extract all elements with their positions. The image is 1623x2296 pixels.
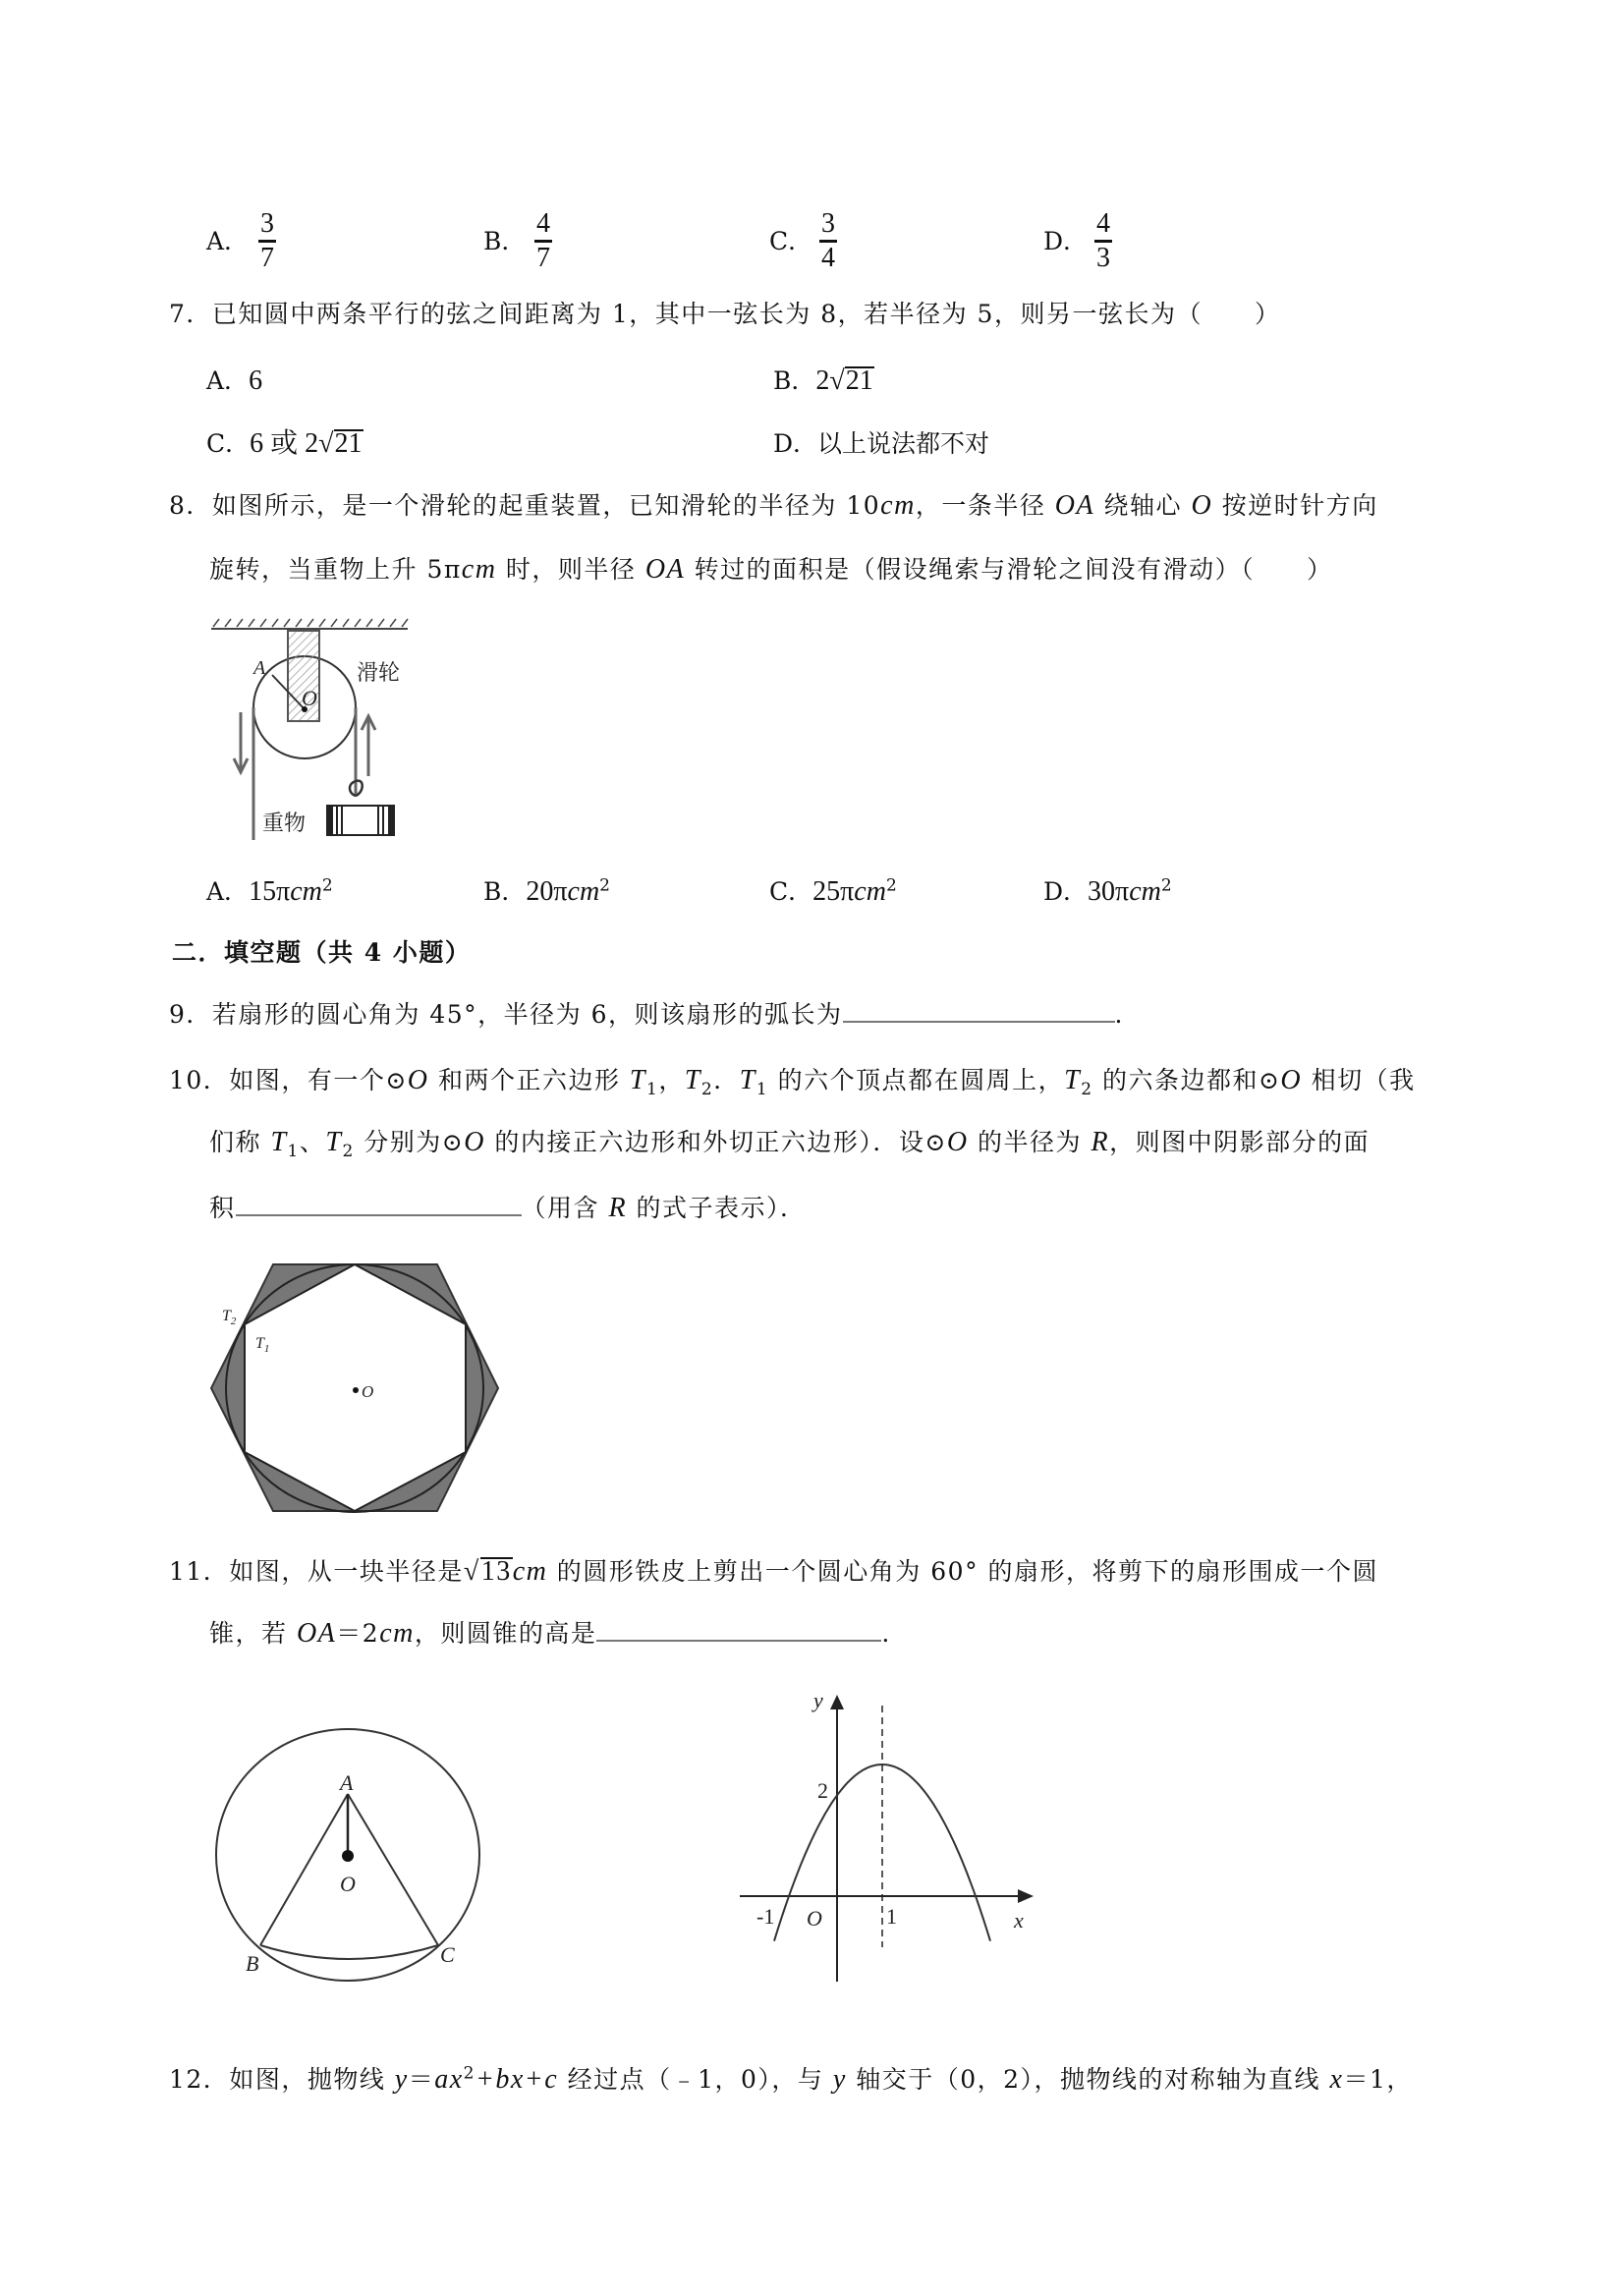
label-a: A <box>253 657 266 679</box>
unit: cm <box>880 490 916 521</box>
option-value: 20π <box>526 876 568 907</box>
option-label: D． <box>1043 227 1089 255</box>
radicand: 21 <box>334 428 363 459</box>
q7-option-a[interactable] <box>206 365 262 397</box>
text: ，一条半径 <box>915 491 1055 520</box>
var: y <box>832 2064 847 2095</box>
question-text: 已知圆中两条平行的弦之间距离为 1，其中一弦长为 8，若半径为 5，则另一弦长为（ ） <box>211 300 1281 328</box>
text: ＝1， <box>1343 2065 1413 2094</box>
subscript: 2 <box>1081 1080 1093 1099</box>
text: 旋转，当重物上升 5π <box>209 555 462 584</box>
pulley-figure <box>201 609 427 855</box>
sector-figure <box>196 1719 511 2004</box>
fraction <box>818 210 838 272</box>
text: 的六个顶点都在圆周上， <box>768 1066 1065 1094</box>
var: R <box>1091 1127 1110 1157</box>
var: O <box>946 1127 969 1157</box>
unit: cm <box>512 1556 548 1587</box>
exponent: 2 <box>885 875 897 896</box>
question-12 <box>169 2064 1413 2096</box>
period: . <box>1114 1000 1124 1029</box>
text: 如图，抛物线 <box>229 2065 395 2094</box>
var: OA <box>296 1618 337 1649</box>
arc-bc <box>260 1945 438 1959</box>
subscript: 1 <box>645 1080 659 1099</box>
q7-option-d[interactable] <box>773 428 989 460</box>
option-label: D． <box>773 429 818 458</box>
question-number: 8． <box>169 491 212 520</box>
question-text: 若扇形的圆心角为 45°，半径为 6，则该扇形的弧长为 <box>211 1000 843 1029</box>
question-number: 11． <box>169 1557 230 1586</box>
text: 们称 <box>209 1128 271 1156</box>
text: 、 <box>299 1128 326 1156</box>
q8-option-c[interactable] <box>769 876 897 908</box>
label-1: 1 <box>886 1904 897 1929</box>
unit: cm <box>567 876 600 907</box>
label-t2: $T_2$ <box>222 1308 237 1327</box>
denominator: 7 <box>536 243 550 273</box>
text: 的内接正六边形和外切正六边形）．设⊙ <box>484 1128 947 1156</box>
text: 锥，若 <box>209 1619 297 1648</box>
answer-blank[interactable] <box>596 1618 881 1642</box>
var: T <box>739 1065 756 1095</box>
label-b: B <box>246 1951 259 1976</box>
heading-suffix: 小题） <box>382 938 472 967</box>
numerator: 4 <box>1096 208 1110 239</box>
var: O <box>1191 490 1213 521</box>
question-8-line-1 <box>169 490 1378 522</box>
denominator: 3 <box>1096 243 1110 273</box>
question-number: 7． <box>169 300 212 328</box>
subscript: 2 <box>342 1142 355 1161</box>
heading-count: 4 <box>364 938 383 967</box>
option-label: A． <box>206 227 250 255</box>
var: R <box>608 1193 628 1223</box>
text: 和两个正六边形 <box>428 1066 630 1094</box>
var: ax <box>434 2064 464 2095</box>
subscript: 1 <box>287 1142 300 1161</box>
exponent: 2 <box>599 875 610 896</box>
label-pulley: 滑轮 <box>357 661 401 686</box>
denominator: 7 <box>260 243 274 273</box>
var: +bx+c <box>475 2064 559 2095</box>
text: （用含 <box>521 1194 609 1222</box>
label-t1: $T_1$ <box>255 1335 270 1355</box>
var: OA <box>644 554 686 585</box>
fraction <box>257 210 277 272</box>
segment-ac <box>348 1794 438 1945</box>
q8-option-d[interactable] <box>1043 876 1172 908</box>
label-weight: 重物 <box>262 812 307 836</box>
fraction <box>533 210 553 272</box>
text: ＝2 <box>336 1619 380 1648</box>
label-a: A <box>340 1770 354 1795</box>
unit: cm <box>379 1618 415 1649</box>
var: T <box>325 1127 343 1157</box>
ceiling <box>211 619 408 629</box>
sqrt-sign: √ <box>463 1556 480 1587</box>
option-label: A． <box>206 877 250 906</box>
option-label: B． <box>483 227 527 255</box>
answer-blank[interactable] <box>236 1193 522 1216</box>
text: 如图，有一个⊙ <box>229 1066 408 1094</box>
question-11-line-1 <box>169 1556 1378 1588</box>
period: . <box>881 1619 891 1648</box>
text: 按逆时针方向 <box>1212 491 1378 520</box>
var: y <box>394 2064 409 2095</box>
exponent: 2 <box>321 875 333 896</box>
unit: cm <box>461 554 497 585</box>
option-text: 2 <box>815 365 830 396</box>
option-label: C． <box>206 429 251 458</box>
q8-option-b[interactable] <box>483 876 610 908</box>
option-text: 以上说法都不对 <box>817 429 990 458</box>
question-11-line-2 <box>209 1618 891 1650</box>
text: ，则圆锥的高是 <box>414 1619 597 1648</box>
numerator: 4 <box>536 208 550 239</box>
question-number: 9． <box>169 1000 212 1029</box>
text: 如图所示，是一个滑轮的起重装置，已知滑轮的半径为 10 <box>211 491 881 520</box>
answer-blank[interactable] <box>843 999 1115 1023</box>
option-label: D． <box>1043 877 1089 906</box>
text: 相切（我 <box>1302 1066 1416 1094</box>
var: O <box>407 1065 429 1095</box>
text: 的圆形铁皮上剪出一个圆心角为 60° 的扇形，将剪下的扇形围成一个圆 <box>547 1557 1379 1586</box>
sqrt-sign: √ <box>829 365 845 396</box>
question-number: 12． <box>169 2065 230 2094</box>
arrow-down-icon <box>234 712 248 772</box>
text: 的式子表示）． <box>627 1194 807 1222</box>
question-10-line-1 <box>169 1065 1416 1099</box>
center-dot <box>342 1850 354 1862</box>
option-value: 25π <box>812 876 855 907</box>
text: 绕轴心 <box>1094 491 1192 520</box>
question-number: 10． <box>169 1066 230 1094</box>
text: 如图，从一块半径是 <box>229 1557 464 1586</box>
question-10-line-2 <box>209 1127 1371 1161</box>
text: ， <box>658 1066 685 1094</box>
q8-option-a[interactable] <box>206 876 333 908</box>
question-9 <box>169 999 1124 1031</box>
question-10-line-3 <box>209 1193 807 1224</box>
q7-option-b[interactable] <box>773 365 874 397</box>
option-value: 15π <box>249 876 291 907</box>
unit: cm <box>1129 876 1161 907</box>
sqrt-sign: √ <box>318 428 334 459</box>
text: 转过的面积是（假设绳索与滑轮之间没有滑动）（ ） <box>685 555 1333 584</box>
question-7 <box>169 299 1280 330</box>
option-label: B． <box>773 366 816 395</box>
q7-option-c[interactable] <box>206 428 364 460</box>
weight <box>327 806 394 835</box>
numerator: 3 <box>260 208 274 239</box>
subscript: 1 <box>756 1080 769 1099</box>
denominator: 4 <box>821 243 835 273</box>
text: 时，则半径 <box>496 555 645 584</box>
text: 的半径为 <box>968 1128 1091 1156</box>
radicand: 21 <box>845 365 873 396</box>
label-c: C <box>440 1942 455 1967</box>
question-8-line-2 <box>209 554 1333 586</box>
var: T <box>270 1127 288 1157</box>
text: ． <box>713 1066 740 1094</box>
text: 积 <box>209 1194 236 1222</box>
option-text: 6 <box>249 365 263 396</box>
label-x: x <box>1014 1908 1024 1932</box>
radicand: 13 <box>480 1556 512 1587</box>
numerator: 3 <box>821 208 835 239</box>
var: x <box>1329 2064 1344 2095</box>
segment-ab <box>260 1794 348 1945</box>
y-axis-arrow-icon <box>830 1695 844 1709</box>
var: O <box>1280 1065 1303 1095</box>
text: 经过点（﹣1，0），与 <box>558 2065 833 2094</box>
var: OA <box>1054 490 1095 521</box>
hexagon-figure <box>196 1258 521 1533</box>
option-label: A． <box>206 366 250 395</box>
heading-text: 二．填空题（共 <box>172 938 364 967</box>
text: ，则图中阴影部分的面 <box>1109 1128 1371 1156</box>
unit: cm <box>854 876 886 907</box>
label-origin: O <box>807 1906 822 1931</box>
unit: cm <box>290 876 322 907</box>
fraction <box>1093 210 1113 272</box>
option-label: C． <box>769 227 813 255</box>
text: ＝ <box>408 2065 435 2094</box>
label-o: O <box>340 1872 356 1896</box>
subscript: 2 <box>700 1080 714 1099</box>
label-minus-1: -1 <box>756 1904 775 1929</box>
var: T <box>629 1065 646 1095</box>
exponent: 2 <box>1160 875 1172 896</box>
parabola-figure <box>727 1690 1051 1994</box>
option-label: C． <box>769 877 813 906</box>
arrow-up-icon <box>362 716 375 776</box>
var: T <box>684 1065 701 1095</box>
text: 分别为⊙ <box>354 1128 465 1156</box>
label-2: 2 <box>817 1778 828 1803</box>
option-text: 6 或 2 <box>250 428 319 459</box>
exponent: 2 <box>463 2063 476 2084</box>
section-heading <box>172 937 471 969</box>
var: O <box>464 1127 485 1157</box>
var: T <box>1064 1065 1082 1095</box>
label-o: O <box>362 1382 374 1401</box>
label-o: O <box>302 686 317 710</box>
option-value: 30π <box>1088 876 1130 907</box>
option-label: B． <box>483 877 527 906</box>
label-y: y <box>813 1688 823 1712</box>
text: 轴交于（0，2），抛物线的对称轴为直线 <box>846 2065 1330 2094</box>
x-axis-arrow-icon <box>1018 1889 1034 1903</box>
text: 的六条边都和⊙ <box>1092 1066 1281 1094</box>
center-dot <box>353 1387 359 1393</box>
